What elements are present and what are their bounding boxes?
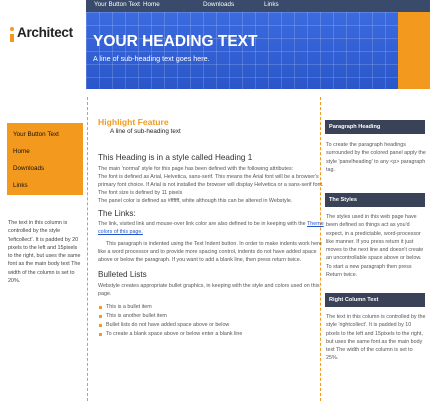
panel-heading-styles: The Styles (325, 193, 425, 207)
top-nav-home[interactable]: Home (143, 1, 160, 8)
list-item: This is a bullet item (106, 304, 152, 310)
indent-line: above or below the paragraph. If you want to add a blank line, then press return twice. (98, 257, 302, 263)
header-accent-block (398, 12, 430, 89)
theme-colors-link[interactable]: colors of this page. (98, 229, 143, 235)
body-line: primary font choice. If Arial is not installed the browser will display Helvetica or a sans-serif font. (98, 182, 324, 188)
body-line: The main 'normal' style for this page has been defined with the following attributes: (98, 166, 294, 172)
left-divider (87, 97, 88, 401)
list-item: This is another bullet item (106, 313, 167, 319)
panel-heading-right-column: Right Column Text (325, 293, 425, 307)
body-line: The font size is defined by 11 pixels (98, 190, 183, 196)
sidebar-nav (7, 123, 83, 195)
indent-line: like a word processor and to provide more spacing control, indents do not have added space (98, 249, 317, 255)
logo-bar-icon (10, 34, 14, 42)
highlight-subtitle: A line of sub-heading text (110, 128, 181, 135)
panel-heading-paragraph: Paragraph Heading (325, 120, 425, 134)
body-line: The panel color is defined as #ffffff, white although this can be altered in Webstyle. (98, 198, 293, 204)
top-nav-downloads[interactable]: Downloads (203, 1, 235, 8)
top-nav-bar (86, 0, 430, 12)
bulleted-heading: Bulleted Lists (98, 270, 147, 279)
indent-line: This paragraph is indented using the Text Indent button. In order to make indents work here (106, 241, 322, 247)
body-line: The font is defined as Arial, Helvetica, sans-serif. This means the Arial font will be a browser's (98, 174, 319, 180)
bulleted-line: Webstyle creates appropriate bullet graphics, in keeping with the style and colors used on this (98, 283, 320, 289)
right-panel-text: To create the paragraph headings surrounded by the colored panel apply the style 'panelheading' to any <p> paragraph tag. (326, 142, 426, 173)
left-column-text: The text in this column is controlled by the style 'leftcollect'. It is padded by 20 pixels to the left and 15pixels to the right, but uses the same font as the main body text The width of the column is set to 20%. (8, 220, 81, 285)
right-panel-text: The styles used in this web page have been defined so things act as you'd expect, in a predictable, word-processor like manner. If you press return it just moves to the next line and doesn't create an uncontrollable space above or below. To start a new paragraph then press Return twice. (326, 214, 424, 279)
right-divider (320, 97, 321, 401)
site-logo[interactable] (8, 22, 78, 46)
links-text: The link, visited link and mouse-over link color are also defined to be in keeping with the (98, 221, 308, 227)
sidebar-item-home[interactable]: Home (13, 148, 30, 155)
top-nav-links[interactable]: Links (264, 1, 279, 8)
logo-text: Architect (17, 25, 73, 40)
list-item: Bullet lists do not have added space above or below (106, 322, 230, 328)
banner-subtitle: A line of sub-heading text goes here. (93, 54, 210, 63)
sidebar-item-your-button[interactable]: Your Button Text (13, 131, 59, 138)
right-panel-text: The text in this column is controlled by the style 'rightcollect'. It is padded by 10 pixels to the left and 15pixels to the right, but uses the same font as the main body text The width of the column is set to 25%. (326, 314, 426, 362)
banner-title: YOUR HEADING TEXT (93, 33, 258, 50)
list-item: To create a blank space above or below enter a blank line (106, 331, 243, 337)
logo-mark-icon (10, 27, 14, 31)
sidebar-item-downloads[interactable]: Downloads (13, 165, 45, 172)
header-banner (86, 12, 398, 89)
links-paragraph-cont (98, 228, 143, 236)
heading-1: This Heading is in a style called Heading 1 (98, 153, 253, 162)
theme-link[interactable]: Theme (307, 221, 324, 227)
sidebar-item-links[interactable]: Links (13, 182, 28, 189)
links-heading: The Links: (98, 209, 136, 218)
bulleted-line: page. (98, 291, 112, 297)
top-nav-your-button[interactable]: Your Button Text (94, 1, 140, 8)
highlight-title: Highlight Feature (98, 117, 169, 127)
